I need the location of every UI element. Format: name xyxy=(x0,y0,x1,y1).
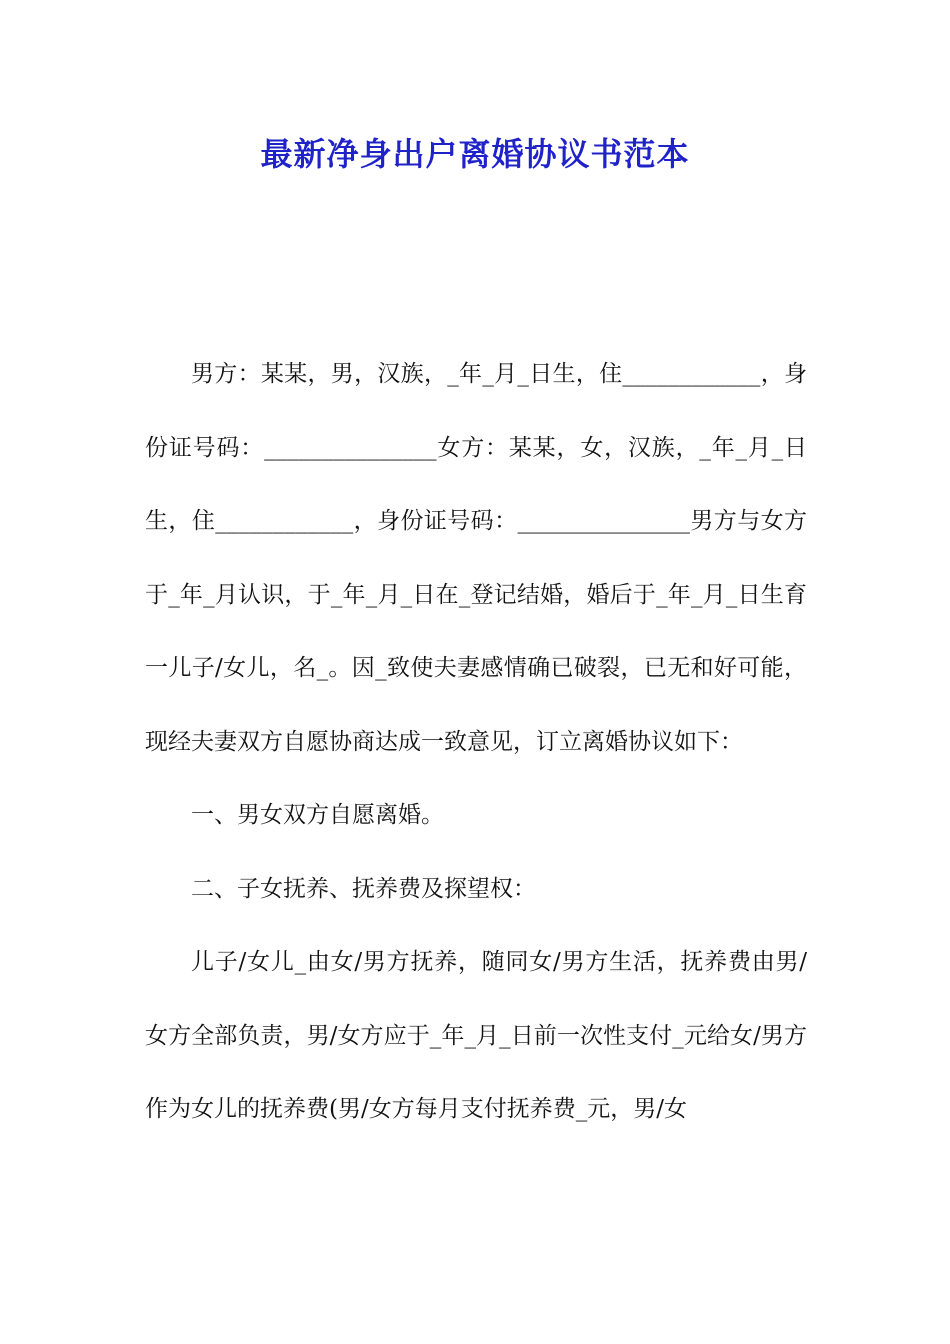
paragraph-clause-1: 一、男女双方自愿离婚。 xyxy=(191,802,444,828)
paragraph-child-support: 儿子/女儿_由女/男方抚养，随同女/男方生活，抚养费由男/女方全部负责，男/女方应于_年_月_日前一次性支付_元给女/男方作为女儿的抚养费(男/女方每月支付抚养费_元，男/女 xyxy=(145,949,807,1122)
document-body xyxy=(145,338,807,1147)
document-title: 最新净身出户离婚协议书范本 xyxy=(260,135,690,173)
paragraph-parties: 男方：某某，男，汉族，_年_月_日生，住____________，身份证号码：_______________女方：某某，女，汉族，_年_月_日生，住____________，身份证号码：_______________男方与女方于_年_月认识，于_年_月_日在_登记结婚，婚后于_年_月_日生育一儿子/女儿，名_。因_致使夫妻感情确已破裂，已无和好可能，现经夫妻双方自愿协商达成一致意见，订立离婚协议如下： xyxy=(145,361,807,755)
paragraph-clause-2-heading: 二、子女抚养、抚养费及探望权： xyxy=(191,875,536,902)
